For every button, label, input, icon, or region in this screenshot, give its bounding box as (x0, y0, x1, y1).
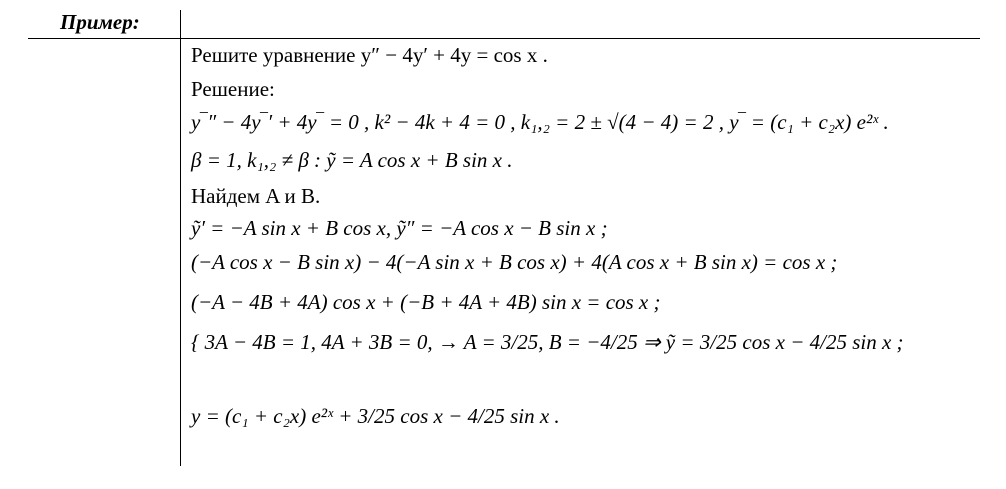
example-label: Пример: (60, 10, 140, 34)
derivatives: ỹ′ = −A sin x + B cos x, ỹ″ = −A cos x − B sin x ; (191, 216, 608, 240)
task-statement: Решите уравнение y″ − 4y′ + 4y = cos x . (191, 43, 548, 67)
vertical-divider (180, 10, 181, 466)
homogeneous-solution: y‾″ − 4y‾′ + 4y‾ = 0 , k² − 4k + 4 = 0 , k₁,₂ = 2 ± √(4 − 4) = 2 , y‾ = (c₁ + c₂x) e²ˣ . (191, 110, 889, 134)
horizontal-divider (28, 38, 980, 39)
particular-form: β = 1, k₁,₂ ≠ β : ỹ = A cos x + B sin x . (191, 148, 513, 172)
find-ab: Найдем A и B. (191, 184, 321, 208)
solution-heading: Решение: (191, 77, 275, 101)
system-and-coefficients: { 3A − 4B = 1, 4A + 3B = 0, → A = 3/25, B = −4/25 ⇒ ỹ = 3/25 cos x − 4/25 sin x ; (191, 330, 904, 354)
substitution: (−A cos x − B sin x) − 4(−A sin x + B cos x) + 4(A cos x + B sin x) = cos x ; (191, 250, 838, 274)
general-solution: y = (c₁ + c₂x) e²ˣ + 3/25 cos x − 4/25 sin x . (191, 404, 560, 428)
collected-terms: (−A − 4B + 4A) cos x + (−B + 4A + 4B) sin x = cos x ; (191, 290, 661, 314)
